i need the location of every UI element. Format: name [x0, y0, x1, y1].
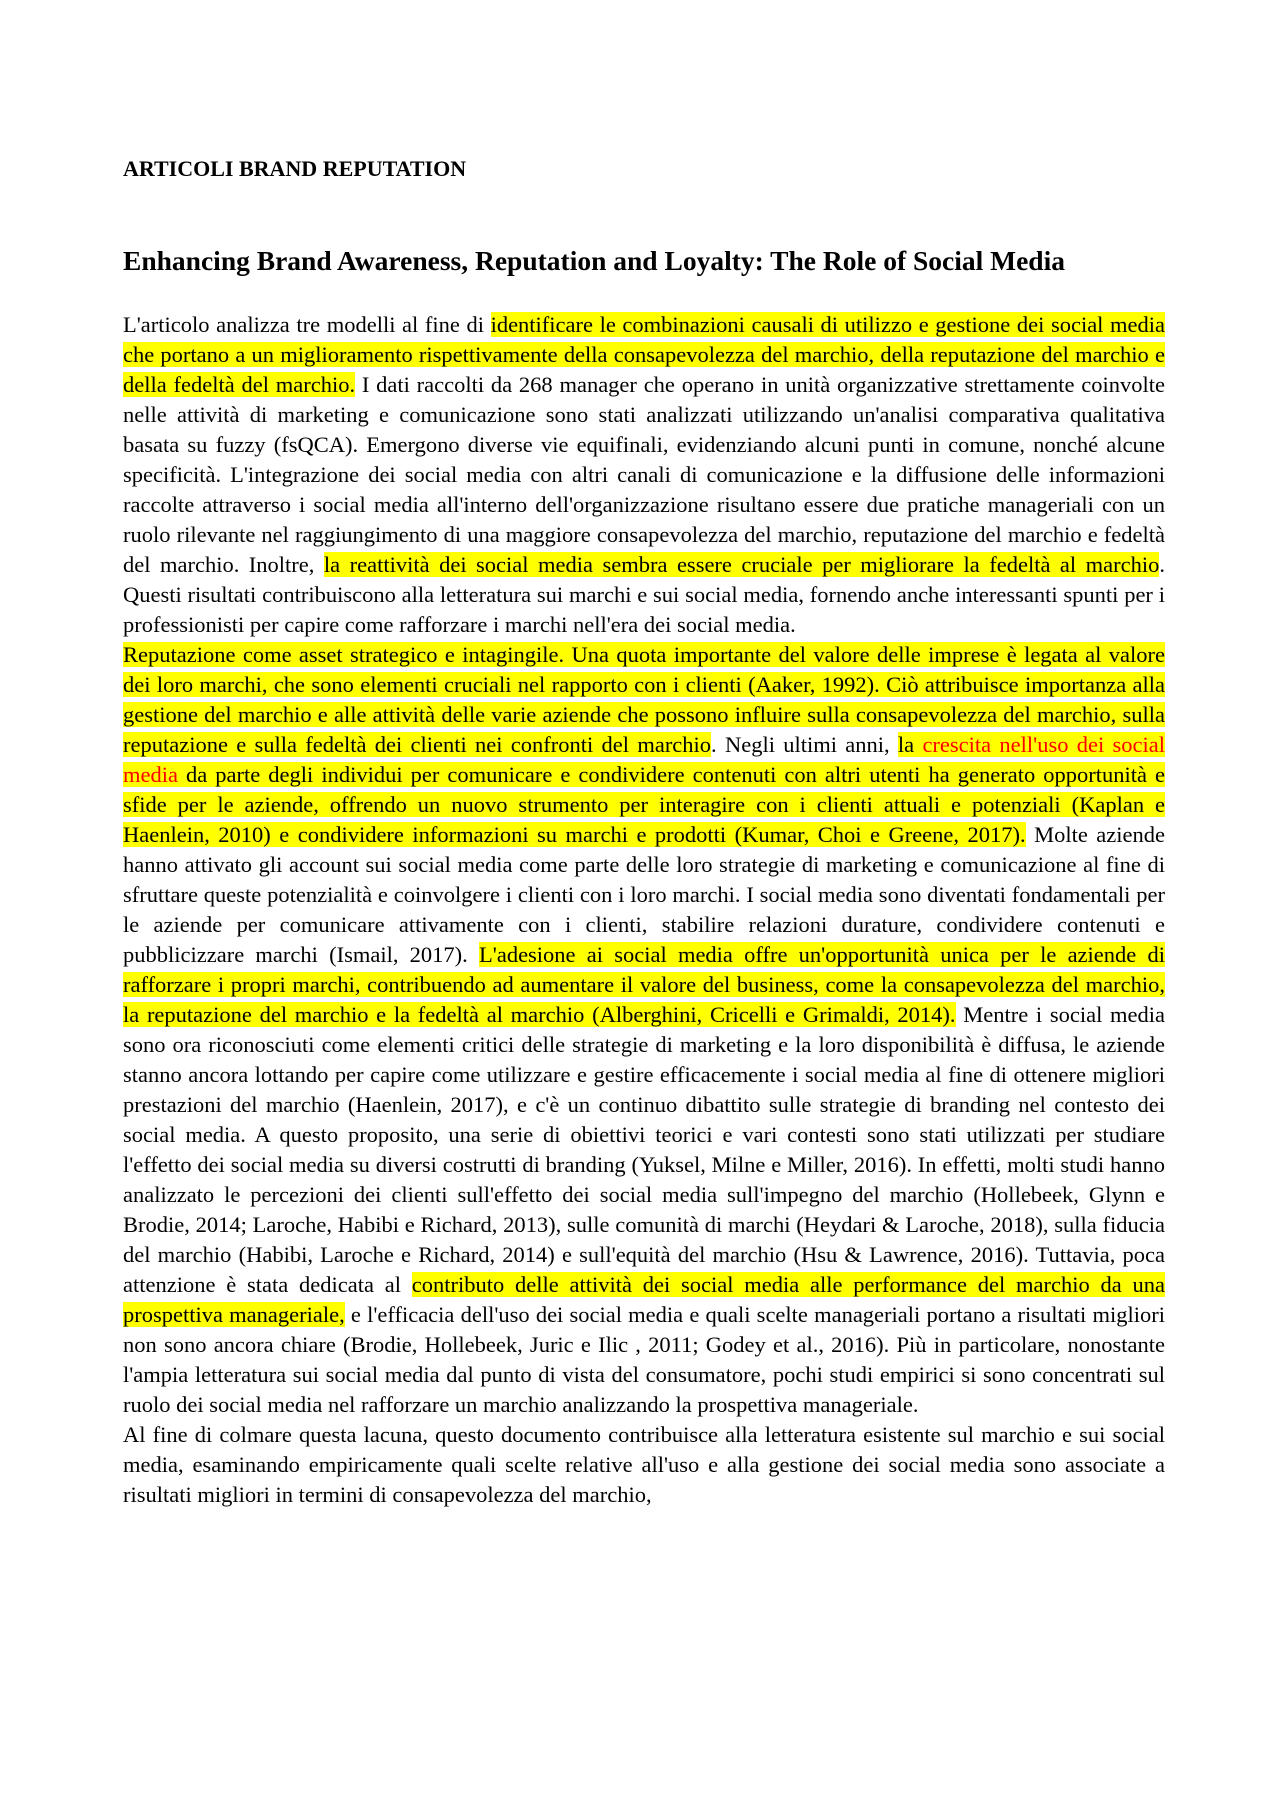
highlighted-text: L'adesione ai social media offre un'opportunità unica per le aziende di rafforzare i propri marchi, contribuendo ad aumentare il valore del business, come la consapevolezza del marchio, la reputazione del marchio e la fedeltà al marchio (Alberghini, Cricelli e Grimaldi, 2014). [123, 942, 1165, 1027]
text-segment: I dati raccolti da 268 manager che operano in unità organizzative strettamente coinvolte nelle attività di marketing e comunicazione sono stati analizzati utilizzando un'analisi comparativa qualitativa basata su fuzzy (fsQCA). Emergono diverse vie equifinali, evidenziando alcuni punti in comune, nonché alcune specificità. L'integrazione dei social media con altri canali di comunicazione e la diffusione delle informazioni raccolte attraverso i social media all'interno dell'organizzazione risultano essere due pratiche manageriali con un ruolo rilevante nel raggiungimento di una maggiore consapevolezza del marchio, reputazione del marchio e fedeltà del marchio. Inoltre, [123, 372, 1165, 577]
highlighted-text: la reattività dei social media sembra essere cruciale per migliorare la fedeltà al marchio [323, 552, 1160, 577]
highlighted-text: la [897, 732, 923, 757]
paragraph [123, 1420, 1165, 1510]
text-segment: . Questi risultati contribuiscono alla letteratura sui marchi e sui social media, fornendo anche interessanti spunti per i professionisti per capire come rafforzare i marchi nell'era dei social media. [123, 552, 1165, 637]
text-segment: e l'efficacia dell'uso dei social media e quali scelte manageriali portano a risultati migliori non sono ancora chiare (Brodie, Hollebeek, Juric e Ilic , 2011; Godey et al., 2016). Più in particolare, nonostante l'ampia letteratura sui social media dal punto di vista del consumatore, pochi studi empirici si sono concentrati sul ruolo dei social media nel rafforzare un marchio analizzando la prospettiva manageriale. [123, 1302, 1165, 1417]
text-segment: . Negli ultimi anni, [711, 732, 898, 757]
highlighted-text: Reputazione come asset strategico e intagingile. Una quota importante del valore delle imprese è legata al valore dei loro marchi, che sono elementi cruciali nel rapporto con i clienti (Aaker, 1992). Ciò attribuisce importanza alla gestione del marchio e alle attività delle varie aziende che possono influire sulla consapevolezza del marchio, sulla reputazione e sulla fedeltà dei clienti nei confronti del marchio [123, 642, 1165, 757]
text-segment: Mentre i social media sono ora riconosciuti come elementi critici delle strategie di marketing e la loro disponibilità è diffusa, le aziende stanno ancora lottando per capire come utilizzare e gestire efficacemente i social media al fine di ottenere migliori prestazioni del marchio (Haenlein, 2017), e c'è un continuo dibattito sulle strategie di branding nel contesto dei social media. A questo proposito, una serie di obiettivi teorici e vari contesti sono stati utilizzati per studiare l'effetto dei social media su diversi costrutti di branding (Yuksel, Milne e Miller, 2016). In effetti, molti studi hanno analizzato le percezioni dei clienti sull'effetto dei social media sull'impegno del marchio (Hollebeek, Glynn e Brodie, 2014; Laroche, Habibi e Richard, 2013), sulle comunità di marchi (Heydari & Laroche, 2018), sulla fiducia del marchio (Habibi, Laroche e Richard, 2014) e sull'equità del marchio (Hsu & Lawrence, 2016). Tuttavia, poca attenzione è stata dedicata al [123, 1002, 1165, 1297]
paragraph [123, 640, 1165, 1420]
text-segment: Molte aziende hanno attivato gli account sui social media come parte delle loro strategie di marketing e comunicazione al fine di sfruttare queste potenzialità e coinvolgere i clienti con i loro marchi. I social media sono diventati fondamentali per le aziende per comunicare attivamente con i clienti, stabilire relazioni durature, condividere contenuti e pubblicizzare marchi (Ismail, 2017). [123, 822, 1165, 967]
highlighted-text: contributo delle attività dei social media alle performance del marchio da una prospettiva manageriale, [123, 1272, 1166, 1327]
highlighted-text: da parte degli individui per comunicare e condividere contenuti con altri utenti ha generato opportunità e sfide per le aziende, offrendo un nuovo strumento per interagire con i clienti attuali e potenziali (Kaplan e Haenlein, 2010) e condividere informazioni su marchi e prodotti (Kumar, Choi e Greene, 2017). [123, 762, 1165, 847]
text-segment: L'articolo analizza tre modelli al fine di [123, 312, 491, 337]
highlighted-text: identificare le combinazioni causali di utilizzo e gestione dei social media che portano a un miglioramento rispettivamente della consapevolezza del marchio, della reputazione del marchio e della fedeltà del marchio. [123, 312, 1165, 397]
paragraph [123, 310, 1165, 640]
document-heading: ARTICOLI BRAND REPUTATION [123, 156, 467, 181]
article-body [123, 310, 1165, 1510]
highlighted-red-text: crescita nell'uso dei social media [123, 732, 1165, 787]
text-segment: Al fine di colmare questa lacuna, questo documento contribuisce alla letteratura esistente sul marchio e sui social media, esaminando empiricamente quali scelte relative all'uso e alla gestione dei social media sono associate a risultati migliori in termini di consapevolezza del marchio, [123, 1422, 1165, 1507]
article-title: Enhancing Brand Awareness, Reputation and Loyalty: The Role of Social Media [123, 245, 1065, 276]
